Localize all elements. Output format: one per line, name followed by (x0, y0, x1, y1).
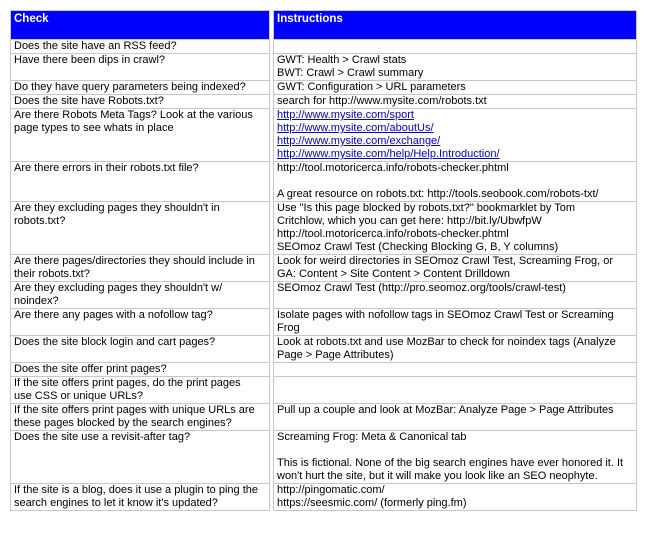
check-text: If the site offers print pages with unique URLs are (14, 404, 255, 416)
table-row (11, 431, 637, 484)
instruction-text: Screaming Frog: Meta & Canonical tab (277, 431, 467, 443)
url-link[interactable]: http://www.mysite.com/aboutUs/ (277, 122, 434, 134)
table-row (11, 255, 637, 282)
instructions-header[interactable]: Instructions (274, 11, 637, 40)
table-row (11, 282, 637, 309)
instruction-text: http://pingomatic.com/ (277, 484, 385, 496)
check-text: Does the site have Robots.txt? (14, 95, 164, 107)
check-cell[interactable] (11, 377, 270, 404)
instruction-text: Frog (277, 322, 300, 334)
table-row (11, 40, 637, 54)
instruction-text: SEOmoz Crawl Test (Checking Blocking G, B, Y columns) (277, 241, 559, 253)
check-cell[interactable] (11, 282, 270, 309)
check-cell[interactable] (11, 484, 270, 511)
table-row (11, 162, 637, 202)
check-cell[interactable] (11, 81, 270, 95)
table-row (11, 95, 637, 109)
check-text: Do they have query parameters being indexed? (14, 81, 246, 93)
instructions-cell[interactable] (274, 81, 637, 95)
instruction-text: A great resource on robots.txt: http://tools.seobook.com/robots-txt/ (277, 188, 599, 200)
url-link[interactable]: http://www.mysite.com/help/Help.Introduction/ (277, 148, 500, 160)
check-text: their robots.txt? (14, 268, 90, 280)
instructions-cell[interactable] (274, 336, 637, 363)
instructions-cell[interactable] (274, 109, 637, 162)
header-row (11, 11, 637, 40)
check-text: use CSS or unique URLs? (14, 390, 144, 402)
instructions-cell[interactable] (274, 377, 637, 404)
check-cell[interactable] (11, 431, 270, 484)
check-cell[interactable] (11, 95, 270, 109)
table-row (11, 309, 637, 336)
instructions-cell[interactable] (274, 40, 637, 54)
check-cell[interactable] (11, 336, 270, 363)
instruction-text: Use "Is this page blocked by robots.txt?" bookmarklet by Tom (277, 202, 576, 214)
instruction-text: This is fictional. None of the big search engines have ever honored it. It (277, 457, 624, 469)
table-row (11, 484, 637, 511)
check-cell[interactable] (11, 162, 270, 202)
instruction-text: Look at robots.txt and use MozBar to check for noindex tags (Analyze (277, 336, 616, 348)
check-text: these pages blocked by the search engines? (14, 417, 232, 429)
instructions-cell[interactable] (274, 363, 637, 377)
instruction-text: http://tool.motoricerca.info/robots-checker.phtml (277, 228, 509, 240)
table-row (11, 363, 637, 377)
check-text: Have there been dips in crawl? (14, 54, 166, 66)
check-text: If the site is a blog, does it use a plugin to ping the (14, 484, 258, 496)
instruction-text: BWT: Crawl > Crawl summary (277, 67, 424, 79)
check-text: Does the site have an RSS feed? (14, 40, 177, 52)
check-cell[interactable] (11, 255, 270, 282)
instruction-text: Look for weird directories in SEOmoz Crawl Test, Screaming Frog, or (277, 255, 614, 267)
instruction-text: search for http://www.mysite.com/robots.txt (277, 95, 487, 107)
instructions-cell[interactable] (274, 404, 637, 431)
table-row (11, 336, 637, 363)
table-row (11, 109, 637, 162)
check-cell[interactable] (11, 109, 270, 162)
check-text: Are there Robots Meta Tags? Look at the various (14, 109, 253, 121)
check-text: page types to see whats in place (14, 122, 174, 134)
check-text: Does the site use a revisit-after tag? (14, 431, 191, 443)
instructions-cell[interactable] (274, 309, 637, 336)
instruction-text: GWT: Health > Crawl stats (277, 54, 407, 66)
blank-line (277, 444, 633, 457)
instructions-cell[interactable] (274, 282, 637, 309)
table-row (11, 81, 637, 95)
instruction-text: GA: Content > Site Content > Content Drilldown (277, 268, 510, 280)
table-row (11, 404, 637, 431)
check-text: Are there errors in their robots.txt file? (14, 162, 199, 174)
check-text: If the site offers print pages, do the print pages (14, 377, 241, 389)
check-cell[interactable] (11, 404, 270, 431)
check-text: Does the site block login and cart pages? (14, 336, 216, 348)
table-body (11, 40, 637, 511)
check-text: Are there any pages with a nofollow tag? (14, 309, 213, 321)
check-cell[interactable] (11, 54, 270, 81)
instruction-text: http://tool.motoricerca.info/robots-checker.phtml (277, 162, 509, 174)
check-text: search engines to let it know it's updated? (14, 497, 218, 509)
instruction-text: https://seesmic.com/ (formerly ping.fm) (277, 497, 467, 509)
instruction-text: won't hurt the site, but it will make you look like an SEO neophyte. (277, 470, 598, 482)
instructions-cell[interactable] (274, 95, 637, 109)
url-link[interactable]: http://www.mysite.com/sport (277, 109, 414, 121)
instructions-cell[interactable] (274, 255, 637, 282)
check-text: robots.txt? (14, 215, 66, 227)
check-cell[interactable] (11, 363, 270, 377)
table-row (11, 377, 637, 404)
table-row (11, 202, 637, 255)
check-text: noindex? (14, 295, 59, 307)
check-text: Are there pages/directories they should include in (14, 255, 255, 267)
instruction-text: SEOmoz Crawl Test (http://pro.seomoz.org/tools/crawl-test) (277, 282, 566, 294)
check-header[interactable]: Check (11, 11, 270, 40)
checklist-table (10, 10, 637, 511)
instruction-text: Page > Page Attributes) (277, 349, 394, 361)
check-text: Are they excluding pages they shouldn't w/ (14, 282, 223, 294)
instructions-cell[interactable] (274, 484, 637, 511)
instruction-text: Critchlow, which you can get here: http://bit.ly/UbwfpW (277, 215, 542, 227)
check-cell[interactable] (11, 309, 270, 336)
check-cell[interactable] (11, 40, 270, 54)
instructions-cell[interactable] (274, 431, 637, 484)
check-text: Does the site offer print pages? (14, 363, 167, 375)
table-row (11, 54, 637, 81)
url-link[interactable]: http://www.mysite.com/exchange/ (277, 135, 441, 147)
instruction-text: Isolate pages with nofollow tags in SEOmoz Crawl Test or Screaming (277, 309, 614, 321)
instructions-cell[interactable] (274, 162, 637, 202)
instructions-cell[interactable] (274, 202, 637, 255)
check-text: Are they excluding pages they shouldn't in (14, 202, 220, 214)
instruction-text: GWT: Configuration > URL parameters (277, 81, 466, 93)
instruction-text: Pull up a couple and look at MozBar: Analyze Page > Page Attributes (277, 404, 614, 416)
check-cell[interactable] (11, 202, 270, 255)
instructions-cell[interactable] (274, 54, 637, 81)
blank-line (277, 175, 633, 188)
